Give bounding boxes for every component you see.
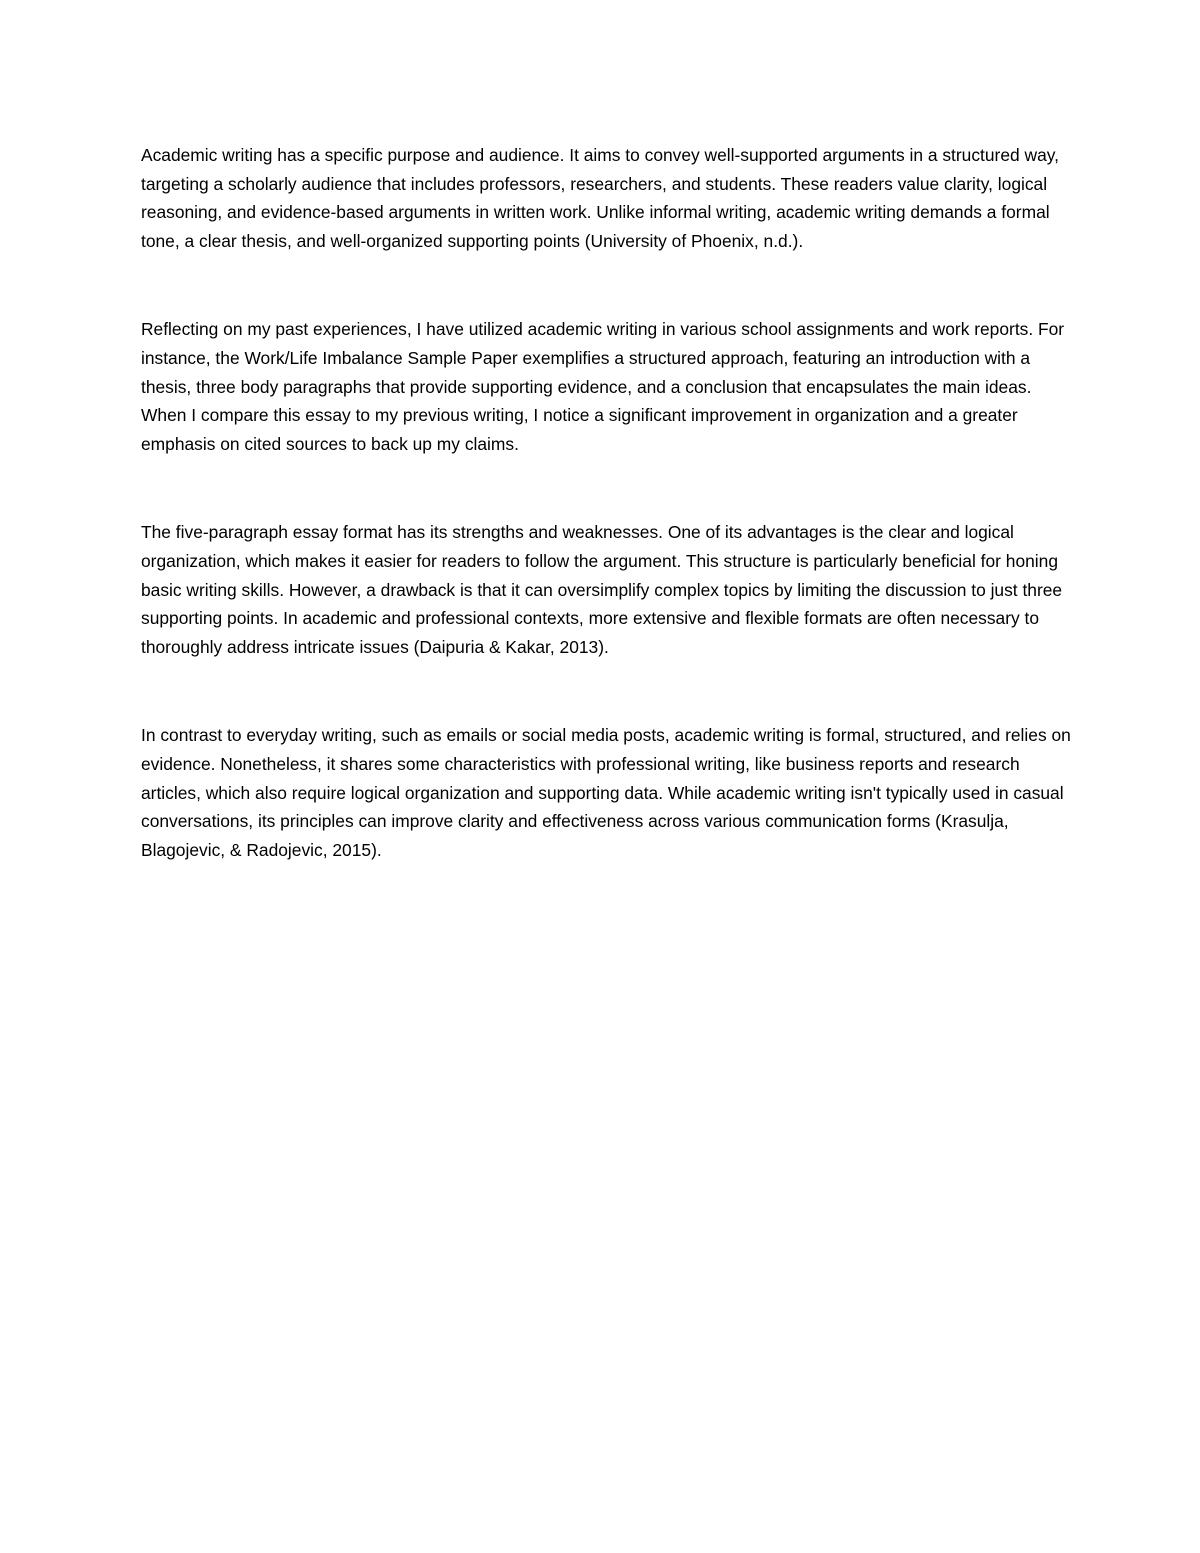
document-body [141, 141, 1071, 864]
paragraph-4: In contrast to everyday writing, such as emails or social media posts, academic writing is formal, structured, and relies on evidence. Nonetheless, it shares some characteristics with professional writing, like business reports and research articles, which also require logical organization and supporting data. While academic writing isn't typically used in casual conversations, its principles can improve clarity and effectiveness across various communication forms (Krasulja, Blagojevic, & Radojevic, 2015). [141, 725, 1071, 860]
paragraph-3: The five-paragraph essay format has its strengths and weaknesses. One of its advantages is the clear and logical organization, which makes it easier for readers to follow the argument. This structure is particularly beneficial for honing basic writing skills. However, a drawback is that it can oversimplify complex topics by limiting the discussion to just three supporting points. In academic and professional contexts, more extensive and flexible formats are often necessary to thoroughly address intricate issues (Daipuria & Kakar, 2013). [141, 522, 1063, 657]
paragraph-2: Reflecting on my past experiences, I have utilized academic writing in various school assignments and work reports. For instance, the Work/Life Imbalance Sample Paper exemplifies a structured approach, featuring an introduction with a thesis, three body paragraphs that provide supporting evidence, and a conclusion that encapsulates the main ideas. When I compare this essay to my previous writing, I notice a significant improvement in organization and a greater emphasis on cited sources to back up my claims. [141, 319, 1065, 454]
paragraph-1: Academic writing has a specific purpose and audience. It aims to convey well-supported arguments in a structured way, targeting a scholarly audience that includes professors, researchers, and students. These readers value clarity, logical reasoning, and evidence-based arguments in written work. Unlike informal writing, academic writing demands a formal tone, a clear thesis, and well-organized supporting points (University of Phoenix, n.d.). [141, 145, 1059, 251]
